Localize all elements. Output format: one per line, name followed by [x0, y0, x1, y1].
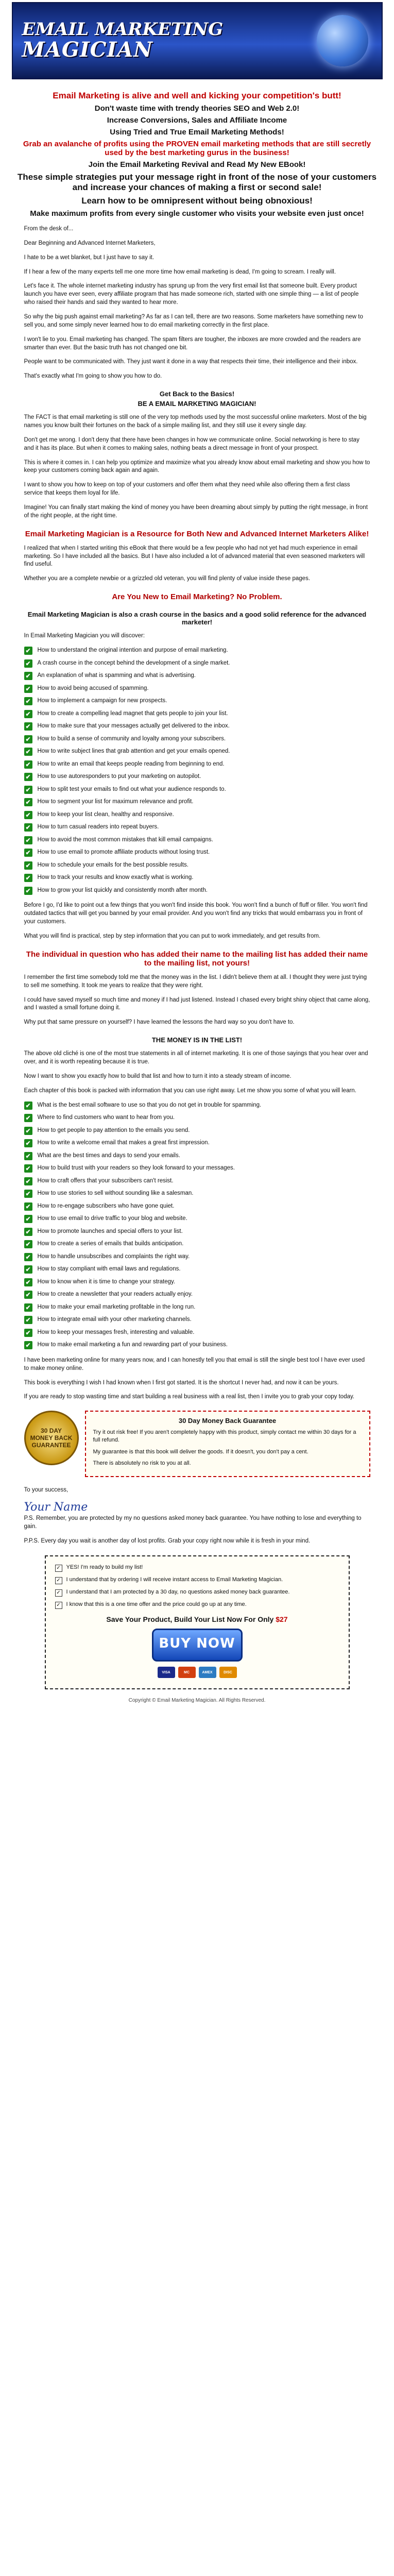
feature-list: [24, 1101, 370, 1349]
section6-title: THE MONEY IS IN THE LIST!: [151, 1036, 243, 1044]
checkmark-icon: ✔: [24, 823, 32, 832]
checkmark-icon: ✔: [24, 1215, 32, 1223]
checkmark-icon: ✔: [24, 811, 32, 819]
list-item: [24, 1341, 370, 1349]
headline: Learn how to be omnipresent without being obnoxious!: [81, 196, 313, 206]
list-item-text: How to integrate email with your other marketing channels.: [37, 1316, 192, 1323]
checkmark-icon: ✔: [24, 861, 32, 870]
list-item: [24, 887, 370, 895]
list-item: [24, 1164, 370, 1173]
body-paragraph: Imagine! You can finally start making the kind of money you have been dreaming about simply by putting the right message, in front of the right people, at the right time.: [24, 504, 368, 519]
closing-line: To your success,: [24, 1486, 68, 1493]
order-row-text: I know that this is a one time offer and the price could go up at any time.: [66, 1601, 247, 1608]
order-row-text: I understand that I am protected by a 30 day, no questions asked money back guarantee.: [66, 1589, 290, 1596]
body-paragraph: People want to be communicated with. They just want it done in a way that respects their time, their intelligence and their inbox.: [24, 359, 358, 365]
list-item-text: How to build trust with your readers so they look forward to your messages.: [37, 1165, 235, 1172]
checkmark-icon: ✔: [24, 798, 32, 806]
guarantee-paragraph: My guarantee is that this book will deliver the goods. If it doesn't, you don't pay a cent.: [93, 1448, 309, 1455]
checkmark-icon: ✔: [24, 1240, 32, 1248]
list-item-text: How to grow your list quickly and consistently month after month.: [37, 887, 208, 893]
list-item: [24, 1303, 370, 1312]
checkmark-icon: ✔: [24, 1278, 32, 1286]
checkmark-icon: ✔: [24, 786, 32, 794]
body-paragraph: I hate to be a wet blanket, but I just have to say it.: [24, 254, 155, 261]
list-item: [24, 1329, 370, 1337]
order-row-text: I understand that by ordering I will receive instant access to Email Marketing Magician.: [66, 1577, 283, 1583]
price-label: Save Your Product, Build Your List Now For Only: [106, 1615, 274, 1624]
section2-body: [24, 545, 370, 583]
checkmark-icon: ✔: [24, 1202, 32, 1211]
body-paragraph: Now I want to show you exactly how to build that list and how to turn it into a steady stream of income.: [24, 1073, 292, 1079]
list-item-text: How to segment your list for maximum relevance and profit.: [37, 799, 194, 805]
checkmark-icon: ✔: [24, 849, 32, 857]
body-paragraph: Don't get me wrong. I don't deny that there have been changes in how we communicate online. Social networking is here to stay and it has its place. But when it comes to making sales, nothing beats a direct message in front of your prospect.: [24, 436, 359, 451]
body-paragraph: I want to show you how to keep on top of your customers and offer them what they need while also offering them a first class service that keeps them loyal for life.: [24, 482, 350, 497]
body-paragraph: Why put that same pressure on yourself? I have learned the lessons the hard way so you don't have to.: [24, 1019, 295, 1026]
list-item: [24, 710, 370, 718]
guarantee-body: [93, 1429, 362, 1467]
list-item-text: How to know when it is time to change your strategy.: [37, 1278, 176, 1285]
checkmark-icon: ✔: [24, 659, 32, 668]
body-paragraph: If you are ready to stop wasting time and start building a real business with a real list, then I invite you to grab your copy today.: [24, 1394, 355, 1400]
order-checklist: [55, 1564, 339, 1609]
list-item-text: How to craft offers that your subscribers can't resist.: [37, 1177, 174, 1184]
credit-card-icon: AMEX: [199, 1667, 216, 1678]
checkmark-icon: ✔: [24, 672, 32, 680]
list-item-text: How to get people to pay attention to the emails you send.: [37, 1127, 190, 1133]
list-item-text: How to use stories to sell without sounding like a salesman.: [37, 1190, 194, 1197]
body-paragraph: This book is everything I wish I had known when I first got started. It is the shortcut I never had, and now it can be yours.: [24, 1379, 339, 1386]
section3-subtitle: Email Marketing Magician is also a crash course in the basics and a good solid reference for the advanced marketer!: [27, 611, 367, 626]
list-item: [24, 823, 370, 832]
headline: Using Tried and True Email Marketing Methods!: [110, 128, 284, 137]
list-item-text: How to handle unsubscribes and complaints the right way.: [37, 1253, 190, 1260]
list-item-text: How to make your email marketing profitable in the long run.: [37, 1303, 196, 1310]
list-item-text: How to write a welcome email that makes a great first impression.: [37, 1140, 210, 1146]
list-item: [24, 1253, 370, 1261]
pps-note: P.P.S. Every day you wait is another day of lost profits. Grab your copy right now while it is fresh in your mind.: [24, 1537, 311, 1544]
checkmark-icon: ✔: [24, 760, 32, 769]
from-line: From the desk of...: [24, 226, 74, 232]
body-paragraph: What you will find is practical, step by step information that you can put to work immediately, and get results from.: [24, 933, 321, 939]
body-paragraph: I could have saved myself so much time and money if I had just listened. Instead I chased every bright shiny object that came along, and I wasted a small fortune doing it.: [24, 996, 370, 1011]
seal-line1: 30 DAY: [41, 1427, 62, 1434]
list-item: [24, 1114, 370, 1122]
checkmark-icon: ✔: [24, 1316, 32, 1324]
list-item-text: How to re-engage subscribers who have gone quiet.: [37, 1202, 175, 1209]
headline: Email Marketing is alive and well and kicking your competition's butt!: [53, 91, 341, 100]
checkmark-icon: ✔: [24, 887, 32, 895]
guarantee-box: [85, 1411, 370, 1477]
body-paragraph: If I hear a few of the many experts tell me one more time how email marketing is dead, I'm going to scream. I really will.: [24, 268, 336, 275]
list-item: [24, 773, 370, 781]
list-item-text: How to keep your messages fresh, interesting and valuable.: [37, 1329, 195, 1335]
list-item-text: How to write an email that keeps people reading from beginning to end.: [37, 760, 225, 767]
list-item-text: What is the best email software to use so that you do not get in trouble for spamming.: [37, 1101, 262, 1108]
headlines: [12, 79, 383, 225]
body-paragraph: I remember the first time somebody told me that the money was in the list. I didn't believe them at all. I thought they were just trying to sell me something. It took me years to realize that they were right.: [24, 974, 367, 989]
checkmark-icon: ✔: [24, 1190, 32, 1198]
header-banner: [12, 2, 383, 79]
list-item-text: How to create a newsletter that your readers actually enjoy.: [37, 1291, 193, 1298]
list-item-text: How to promote launches and special offers to your list.: [37, 1228, 183, 1234]
list-item: [24, 1228, 370, 1236]
checkmark-icon: ✔: [24, 1329, 32, 1337]
intro-section: [24, 254, 370, 381]
list-item-text: How to understand the original intention and purpose of email marketing.: [37, 647, 228, 654]
body-paragraph: The above old cliché is one of the most true statements in all of internet marketing. It is one of those sayings that you hear over and over, and it is worth repeating because it is true.: [24, 1050, 368, 1065]
list-item-text: How to avoid the most common mistakes that kill email campaigns.: [37, 836, 213, 843]
list-item: [24, 748, 370, 756]
list-item-text: How to track your results and know exactly what is working.: [37, 874, 194, 881]
banner-title: [22, 21, 224, 61]
headline: Join the Email Marketing Revival and Read My New EBook!: [88, 160, 306, 169]
list-item-text: How to stay compliant with email laws and regulations.: [37, 1266, 181, 1273]
list-item-text: How to implement a campaign for new prospects.: [37, 698, 167, 704]
list-item: [24, 722, 370, 731]
list-item: [24, 1240, 370, 1248]
headline: Don't waste time with trendy theories SEO and Web 2.0!: [94, 104, 300, 113]
checkmark-icon: ✔: [24, 1177, 32, 1185]
body-paragraph: This is where it comes in. I can help you optimize and maximize what you already know about email marketing and show you how to keep your customers coming back again and again.: [24, 459, 370, 474]
checkmark-icon: ✔: [24, 836, 32, 844]
order-row: [55, 1564, 339, 1572]
body-paragraph: The FACT is that email marketing is still one of the very top methods used by the most successful online marketers. Most of the big names you know built their fortunes on the back of a simple mailing list, and they still use it every single day.: [24, 414, 367, 429]
section5-body: [24, 974, 370, 1027]
headline: These simple strategies put your message right in front of the nose of your customers and increase your chances of making a first or second sale!: [17, 172, 377, 192]
price-line: [55, 1615, 339, 1623]
body-paragraph: Let's face it. The whole internet marketing industry has sprung up from the very first email list that someone built. Every product launch you have ever seen, every affiliate program that has made someone rich, started with one simple thing — a list of people who raised their hands and said they wanted to hear more.: [24, 283, 359, 306]
order-box: [45, 1555, 350, 1689]
checkmark-icon: ✔: [24, 1253, 32, 1261]
list-item-text: How to use autoresponders to put your marketing on autopilot.: [37, 773, 201, 780]
guarantee-title: 30 Day Money Back Guarantee: [178, 1417, 277, 1425]
list-item: [24, 861, 370, 870]
section5-title: The individual in question who has added their name to the mailing list has added their name to the mailing list, not yours!: [26, 950, 368, 968]
list-item: [24, 1139, 370, 1147]
list-item: [24, 1316, 370, 1324]
list-item: [24, 1202, 370, 1211]
list-item-text: Where to find customers who want to hear from you.: [37, 1114, 175, 1121]
checkmark-icon: ✔: [24, 1114, 32, 1122]
list-item-text: How to avoid being accused of spamming.: [37, 685, 149, 691]
payment-cards: [55, 1667, 339, 1678]
checkmark-icon: ✔: [24, 1265, 32, 1274]
checkmark-icon: ✔: [24, 1291, 32, 1299]
ps-note: P.S. Remember, you are protected by my no questions asked money back guarantee. You have nothing to lose and everything to gain.: [24, 1515, 362, 1530]
headline: Increase Conversions, Sales and Affiliate Income: [107, 116, 287, 125]
checkmark-icon: ✔: [24, 1139, 32, 1147]
order-row: [55, 1576, 339, 1584]
section3-title: Are You New to Email Marketing? No Problem.: [112, 592, 282, 602]
checkmark-icon: ✔: [24, 1303, 32, 1312]
checkmark-icon: ✔: [24, 685, 32, 693]
credit-card-icon: VISA: [158, 1667, 175, 1678]
list-item-text: What are the best times and days to send your emails.: [37, 1152, 180, 1159]
checkmark-icon: ✔: [24, 722, 32, 731]
benefit-list: [24, 647, 370, 894]
list-item: [24, 1265, 370, 1274]
checkmark-icon: ✔: [24, 710, 32, 718]
checkmark-icon: ✔: [24, 647, 32, 655]
body-paragraph: So why the big push against email marketing? As far as I can tell, there are two reasons. Some marketers have something new to sell you, and some simply never learned how to do email marketing correctly in the first place.: [24, 314, 363, 328]
list-item-text: How to keep your list clean, healthy and responsive.: [37, 811, 174, 818]
seal-line2: MONEY BACK: [30, 1434, 73, 1442]
checkmark-icon: ✔: [24, 1341, 32, 1349]
list-item: [24, 760, 370, 769]
list-item: [24, 836, 370, 844]
banner-line1: EMAIL MARKETING: [22, 19, 224, 40]
order-row-text: YES! I'm ready to build my list!: [66, 1564, 143, 1571]
list-item: [24, 1101, 370, 1110]
list-item: [24, 811, 370, 819]
checkbox-icon: ✓: [55, 1602, 62, 1609]
guarantee-paragraph: Try it out risk free! If you aren't completely happy with this product, simply contact me within 30 days for a full refund.: [93, 1429, 356, 1444]
checkmark-icon: ✔: [24, 1127, 32, 1135]
credit-card-icon: DISC: [219, 1667, 237, 1678]
list-item: [24, 1190, 370, 1198]
list-item-text: How to write subject lines that grab attention and get your emails opened.: [37, 748, 230, 755]
list-item: [24, 647, 370, 655]
list-item: [24, 735, 370, 743]
list-item-text: A crash course in the concept behind the development of a single market.: [37, 659, 230, 666]
checkmark-icon: ✔: [24, 748, 32, 756]
buy-now-button[interactable]: BUY NOW: [152, 1629, 243, 1662]
section7-body: [24, 1357, 370, 1401]
list-item-text: How to turn casual readers into repeat buyers.: [37, 824, 159, 831]
section6-body: [24, 1050, 370, 1095]
checkmark-icon: ✔: [24, 1101, 32, 1110]
list-item-text: How to make email marketing a fun and rewarding part of your business.: [37, 1342, 228, 1348]
section1-body: [24, 414, 370, 520]
checkbox-icon: ✓: [55, 1565, 62, 1572]
checkmark-icon: ✔: [24, 1152, 32, 1160]
list-item-text: How to create a compelling lead magnet that gets people to join your list.: [37, 710, 228, 717]
section3-lead: In Email Marketing Magician you will discover:: [24, 633, 145, 639]
headline: Make maximum profits from every single customer who visits your website even just once!: [30, 209, 364, 218]
section2-title: Email Marketing Magician is a Resource for Both New and Advanced Internet Marketers Alike!: [25, 529, 369, 538]
price-amount: $27: [276, 1615, 288, 1624]
order-row: [55, 1588, 339, 1597]
list-item: [24, 659, 370, 668]
headline: Grab an avalanche of profits using the PROVEN email marketing methods that are still secretly used by the best marketing gurus in the business!: [23, 140, 371, 157]
list-item-text: How to use email to drive traffic to your blog and website.: [37, 1215, 187, 1222]
list-item: [24, 786, 370, 794]
checkmark-icon: ✔: [24, 1164, 32, 1173]
checkbox-icon: ✓: [55, 1577, 62, 1584]
section1-title: Get Back to the Basics!: [159, 390, 235, 398]
body-paragraph: I won't lie to you. Email marketing has changed. The spam filters are tougher, the inboxes are more crowded and the readers are smarter than ever. But the basic truth has not changed one bit.: [24, 336, 361, 351]
checkmark-icon: ✔: [24, 697, 32, 705]
list-item-text: How to build a sense of community and loyalty among your subscribers.: [37, 735, 226, 742]
globe-icon: [317, 15, 368, 66]
seal-line3: GUARANTEE: [31, 1442, 71, 1449]
list-item: [24, 1127, 370, 1135]
list-item: [24, 685, 370, 693]
list-item: [24, 672, 370, 680]
body-paragraph: Each chapter of this book is packed with information that you can use right away. Let me show you some of what you will learn.: [24, 1087, 356, 1094]
credit-card-icon: MC: [178, 1667, 196, 1678]
body-paragraph: That's exactly what I'm going to show you how to do.: [24, 373, 162, 380]
body-paragraph: I realized that when I started writing this eBook that there would be a few people who had not yet had much experience in email marketing. So I have included all the basics. But I have also included a lot of advanced material that even seasoned marketers will find useful.: [24, 545, 365, 568]
body-paragraph: Whether you are a complete newbie or a grizzled old veteran, you will find plenty of value inside these pages.: [24, 575, 311, 582]
body-paragraph: Before I go, I'd like to point out a few things that you won't find inside this book. You won't find a bunch of fluff or filler. You won't find outdated tactics that will get you banned by your email provider. And you won't find any tricks that would embarrass you in front of your customers.: [24, 902, 368, 925]
list-item: [24, 1177, 370, 1185]
salutation: Dear Beginning and Advanced Internet Marketers,: [24, 240, 156, 246]
list-item: [24, 697, 370, 705]
checkmark-icon: ✔: [24, 735, 32, 743]
signature: Your Name: [24, 1500, 88, 1514]
guarantee-paragraph: There is absolutely no risk to you at all.: [93, 1460, 191, 1466]
list-item-text: How to make sure that your messages actually get delivered to the inbox.: [37, 723, 230, 730]
guarantee-seal-icon: [24, 1411, 79, 1465]
section1-subtitle: BE A EMAIL MARKETING MAGICIAN!: [138, 400, 256, 408]
list-item: [24, 798, 370, 806]
list-item-text: An explanation of what is spamming and what is advertising.: [37, 672, 196, 679]
footer: Copyright © Email Marketing Magician. All Rights Reserved.: [128, 1698, 266, 1704]
list-item-text: How to split test your emails to find out what your audience responds to.: [37, 786, 226, 792]
page: [12, 0, 383, 1703]
checkmark-icon: ✔: [24, 773, 32, 781]
list-item: [24, 874, 370, 882]
checkmark-icon: ✔: [24, 1228, 32, 1236]
checkbox-icon: ✓: [55, 1589, 62, 1597]
list-item-text: How to create a series of emails that builds anticipation.: [37, 1241, 184, 1247]
sales-letter: [12, 225, 383, 1703]
list-item: [24, 1291, 370, 1299]
banner-line2: MAGICIAN: [22, 37, 153, 62]
list-item-text: How to use email to promote affiliate products without losing trust.: [37, 849, 210, 856]
checkmark-icon: ✔: [24, 874, 32, 882]
list-item-text: How to schedule your emails for the best possible results.: [37, 861, 189, 868]
list-item: [24, 1215, 370, 1223]
section4-body: [24, 902, 370, 940]
order-row: [55, 1601, 339, 1609]
list-item: [24, 1152, 370, 1160]
list-item: [24, 1278, 370, 1286]
list-item: [24, 849, 370, 857]
guarantee-section: [24, 1411, 370, 1477]
body-paragraph: I have been marketing online for many years now, and I can honestly tell you that email is still the single best tool I have ever used to make money online.: [24, 1357, 365, 1371]
